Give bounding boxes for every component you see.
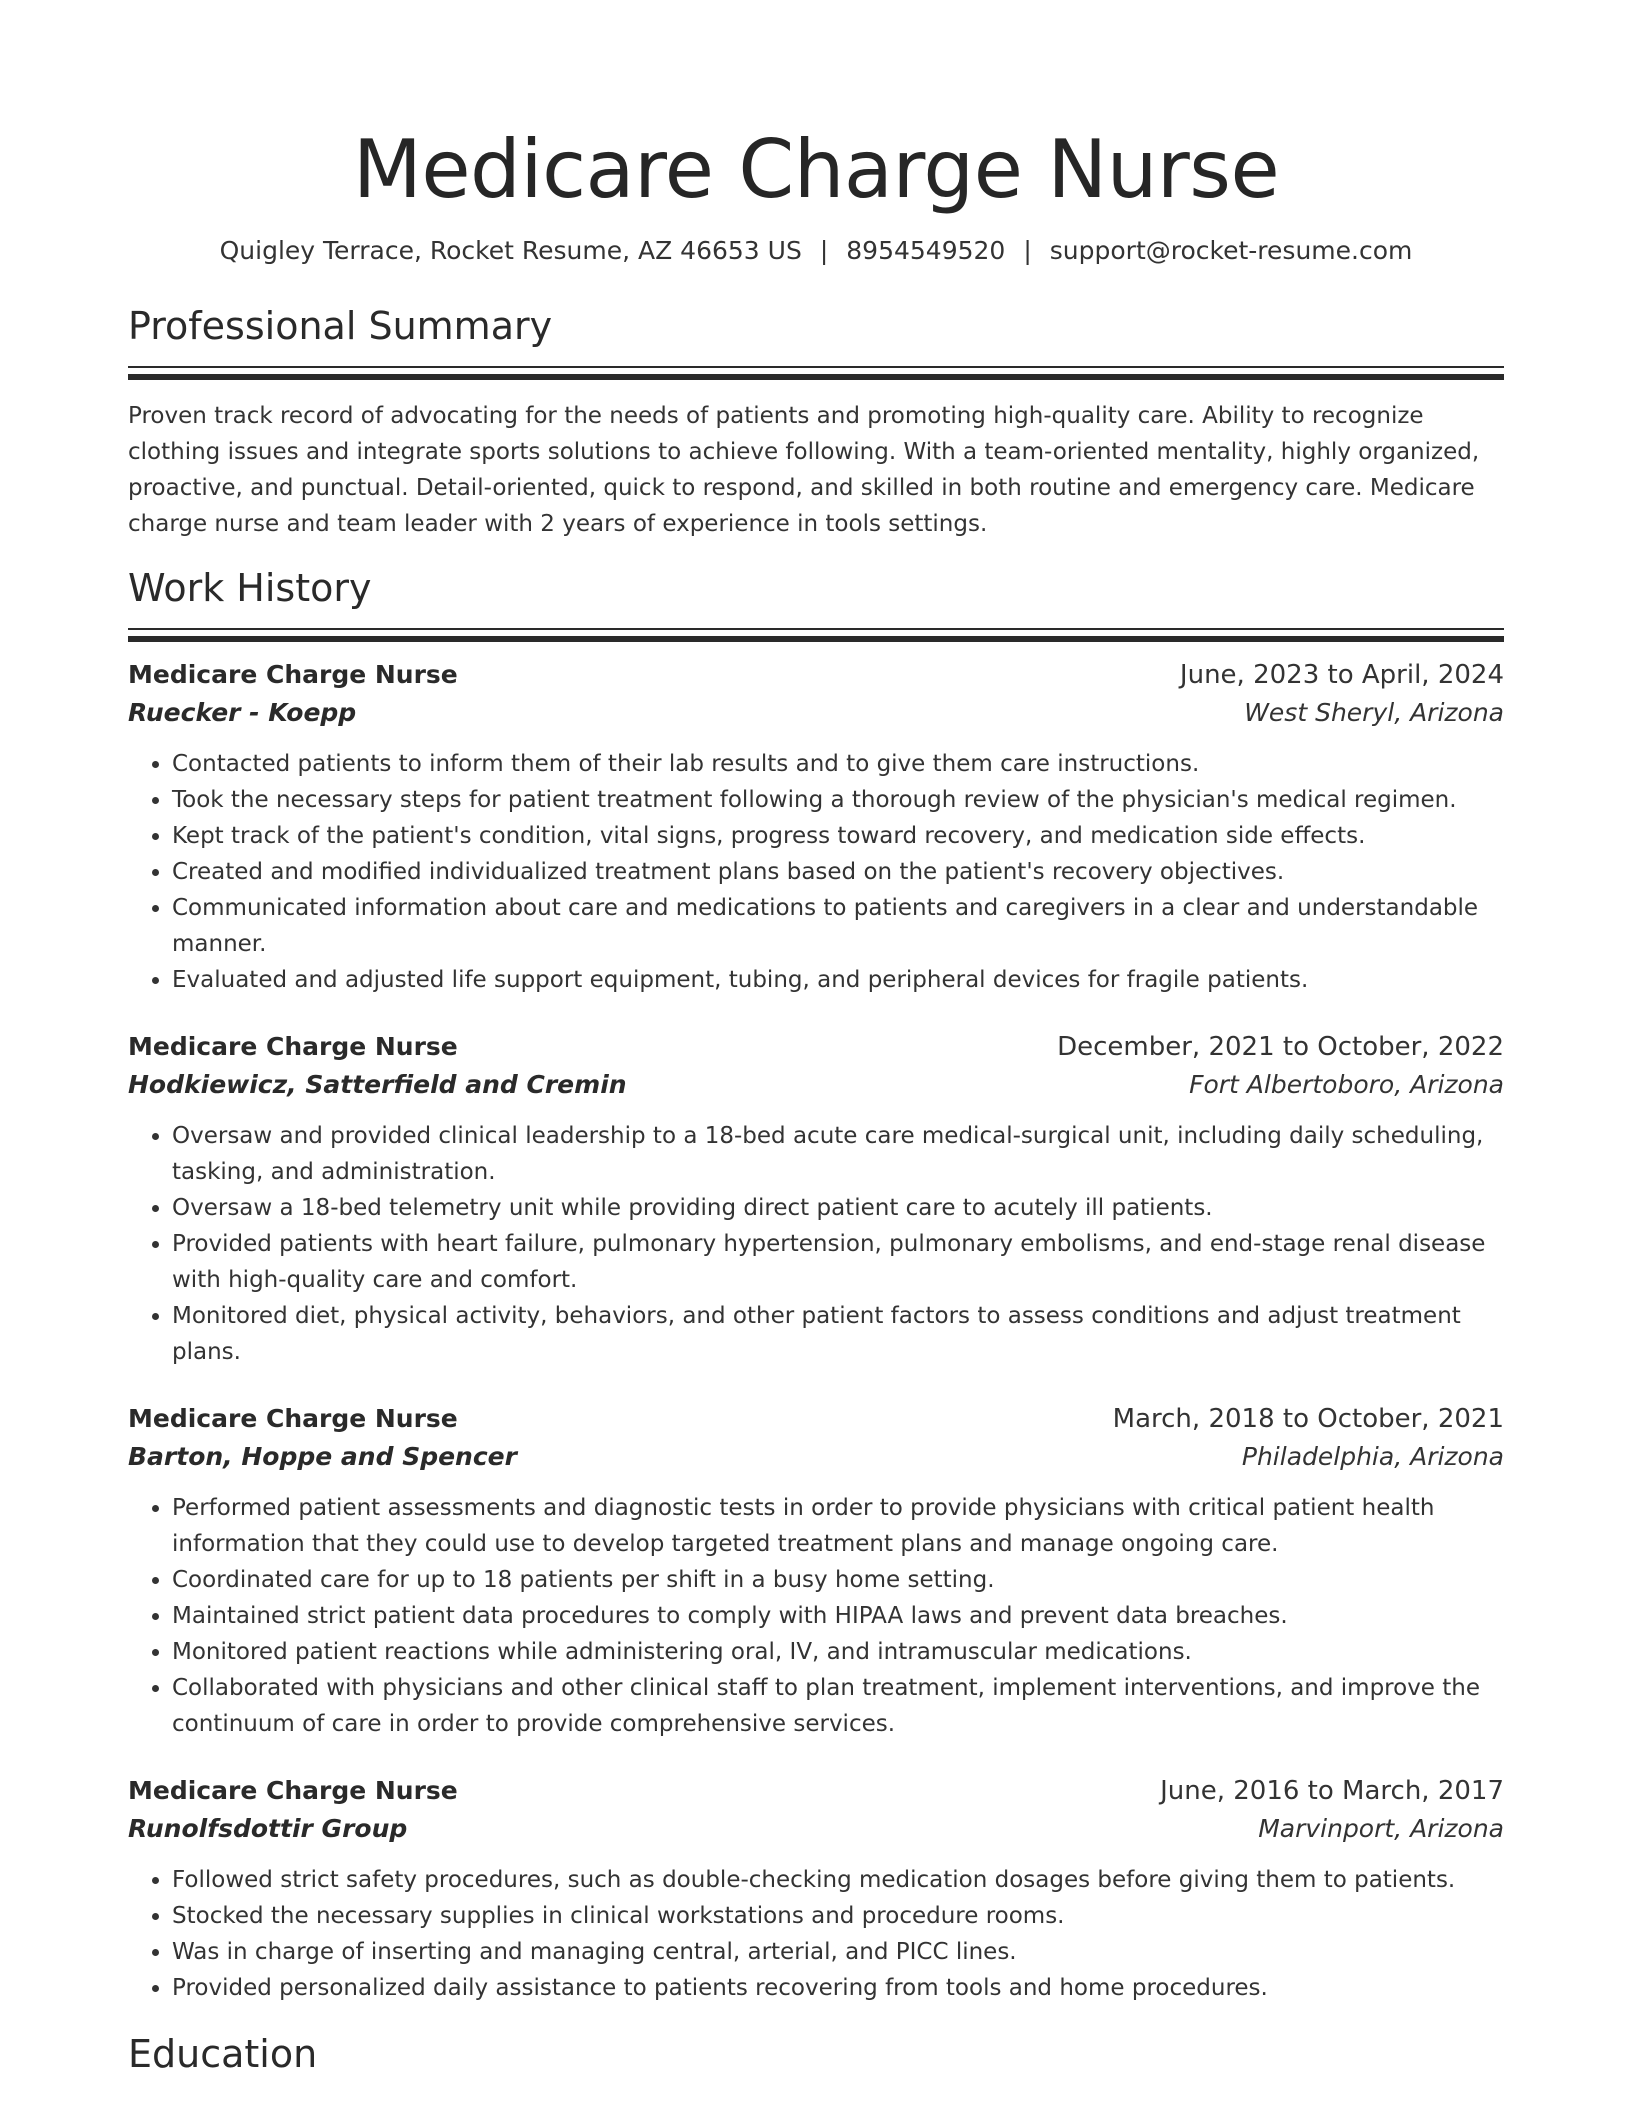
- job-location: Marvinport, Arizona: [1258, 1814, 1504, 1843]
- summary-text: Proven track record of advocating for the needs of patients and promoting high-quality care. Ability to recognize clothing issues and integrate sports solutions to achieve following. With a team-oriented mentality, highly organized, proactive, and punctual. Detail-oriented, quick to respond, and skilled in both routine and emergency care. Medicare charge nurse and team leader with 2 years of experience in tools settings.: [128, 403, 1480, 537]
- job-bullet: • Performed patient assessments and diagnostic tests in order to provide physicians with critical patient health information that they could use to develop targeted treatment plans and manage ongoing care.: [172, 1490, 1504, 1562]
- job-bullet: • Communicated information about care and medications to patients and caregivers in a clear and understandable manner.: [172, 890, 1504, 962]
- job-bullet: • Provided patients with heart failure, pulmonary hypertension, pulmonary embolisms, and end-stage renal disease with high-quality care and comfort.: [172, 1226, 1504, 1298]
- job-header: [128, 656, 1504, 694]
- contact-separator: |: [1023, 236, 1032, 265]
- job-dates: March, 2018 to October, 2021: [1112, 1404, 1504, 1434]
- job-bullet: • Took the necessary steps for patient treatment following a thorough review of the physician's medical regimen.: [172, 782, 1504, 818]
- job-subheader: [128, 694, 1504, 732]
- job-entry: [128, 1028, 1504, 1370]
- contact-line: [128, 234, 1504, 268]
- summary-section: [128, 302, 1504, 542]
- job-company: Ruecker - Koepp: [128, 698, 357, 727]
- job-company: Hodkiewicz, Satterfield and Cremin: [128, 1070, 627, 1099]
- job-bullet: • Provided personalized daily assistance to patients recovering from tools and home procedures.: [172, 1970, 1504, 2006]
- job-bullet: • Oversaw and provided clinical leadership to a 18-bed acute care medical-surgical unit, including daily scheduling, tasking, and administration.: [172, 1118, 1504, 1190]
- job-title: Medicare Charge Nurse: [128, 660, 458, 689]
- job-bullets: [128, 1862, 1504, 2006]
- job-subheader: [128, 1066, 1504, 1104]
- job-dates: June, 2023 to April, 2024: [1179, 660, 1504, 690]
- job-location: Fort Albertoboro, Arizona: [1189, 1070, 1504, 1099]
- job-bullet: • Collaborated with physicians and other clinical staff to plan treatment, implement interventions, and improve the continuum of care in order to provide comprehensive services.: [172, 1670, 1504, 1742]
- job-bullet: • Kept track of the patient's condition, vital signs, progress toward recovery, and medication side effects.: [172, 818, 1504, 854]
- section-title-work: Work History: [128, 566, 372, 610]
- job-company: Barton, Hoppe and Spencer: [128, 1442, 517, 1471]
- job-bullets: [128, 1118, 1504, 1370]
- job-bullet: • Maintained strict patient data procedures to comply with HIPAA laws and prevent data breaches.: [172, 1598, 1504, 1634]
- job-bullet: • Followed strict safety procedures, such as double-checking medication dosages before giving them to patients.: [172, 1862, 1504, 1898]
- job-location: West Sheryl, Arizona: [1244, 698, 1504, 727]
- job-header: [128, 1028, 1504, 1066]
- section-rule-thin: [128, 366, 1504, 368]
- job-entry: [128, 1400, 1504, 1742]
- section-title-education: Education: [128, 2032, 318, 2076]
- job-header: [128, 1772, 1504, 1810]
- resume-page: [128, 0, 1504, 2078]
- job-entry: [128, 1772, 1504, 2006]
- job-dates: December, 2021 to October, 2022: [1057, 1032, 1504, 1062]
- job-bullet: • Evaluated and adjusted life support equipment, tubing, and peripheral devices for fragile patients.: [172, 962, 1504, 998]
- section-rule-thick: [128, 374, 1504, 380]
- job-company: Runolfsdottir Group: [128, 1814, 408, 1843]
- job-bullet: • Monitored patient reactions while administering oral, IV, and intramuscular medications.: [172, 1634, 1504, 1670]
- work-history-section: [128, 564, 1504, 2006]
- contact-email: support@rocket-resume.com: [1049, 236, 1413, 265]
- contact-address: Quigley Terrace, Rocket Resume, AZ 46653 US: [219, 236, 802, 265]
- job-title: Medicare Charge Nurse: [128, 1032, 458, 1061]
- job-entry: [128, 656, 1504, 998]
- education-section: [128, 2030, 1504, 2078]
- job-title: Medicare Charge Nurse: [128, 1776, 458, 1805]
- contact-phone: 8954549520: [846, 236, 1006, 265]
- section-title-summary: Professional Summary: [128, 304, 553, 348]
- job-bullets: [128, 1490, 1504, 1742]
- job-bullets: [128, 746, 1504, 998]
- job-dates: June, 2016 to March, 2017: [1160, 1776, 1504, 1806]
- job-title: Medicare Charge Nurse: [128, 1404, 458, 1433]
- job-bullet: • Contacted patients to inform them of their lab results and to give them care instructions.: [172, 746, 1504, 782]
- job-bullet: • Stocked the necessary supplies in clinical workstations and procedure rooms.: [172, 1898, 1504, 1934]
- job-subheader: [128, 1438, 1504, 1476]
- section-rule-thin: [128, 628, 1504, 630]
- job-bullet: • Oversaw a 18-bed telemetry unit while providing direct patient care to acutely ill patients.: [172, 1190, 1504, 1226]
- job-subheader: [128, 1810, 1504, 1848]
- job-location: Philadelphia, Arizona: [1241, 1442, 1504, 1471]
- candidate-name: Medicare Charge Nurse: [352, 123, 1280, 216]
- section-rule-thick: [128, 636, 1504, 642]
- contact-separator: |: [819, 236, 829, 265]
- job-bullet: • Created and modified individualized treatment plans based on the patient's recovery objectives.: [172, 854, 1504, 890]
- job-bullet: • Monitored diet, physical activity, behaviors, and other patient factors to assess conditions and adjust treatment plans.: [172, 1298, 1504, 1370]
- job-bullet: • Coordinated care for up to 18 patients per shift in a busy home setting.: [172, 1562, 1504, 1598]
- job-header: [128, 1400, 1504, 1438]
- job-bullet: • Was in charge of inserting and managing central, arterial, and PICC lines.: [172, 1934, 1504, 1970]
